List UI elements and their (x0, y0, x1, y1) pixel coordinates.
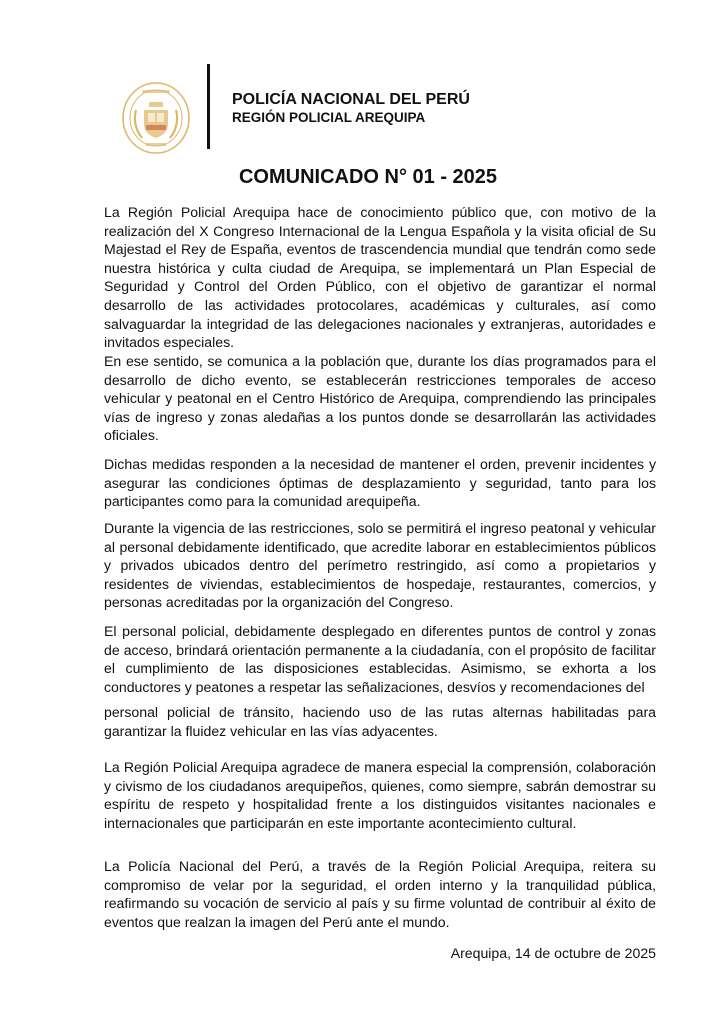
police-crest-icon (120, 80, 192, 156)
paragraph-8: La Policía Nacional del Perú, a través de la Región Policial Arequipa, reitera su compromiso de velar por la seguridad, el orden interno y la tranquilidad pública, reafirmando su vocación de servicio al país y su firme voluntad de contribuir al éxito de eventos que realzan la imagen del Perú ante el mundo. (104, 858, 656, 930)
document-title: COMUNICADO N° 01 - 2025 (238, 166, 498, 188)
paragraph-7: La Región Policial Arequipa agradece de manera especial la comprensión, colaboración y civismo de los ciudadanos arequipeños, quienes, como siempre, sabrán demostrar su espíritu de respeto y hospitalidad frente a los distinguidos visitantes nacionales e internacionales que participarán en este importante acontecimiento cultural. (104, 759, 656, 831)
paragraph-3: Dichas medidas responden a la necesidad de mantener el orden, prevenir incidentes y asegurar las condiciones óptimas de desplazamiento y seguridad, tanto para los participantes como para la comunidad arequipeña. (104, 456, 656, 510)
paragraph-6: personal policial de tránsito, haciendo uso de las rutas alternas habilitadas para garantizar la fluidez vehicular en las vías adyacentes. (104, 704, 656, 739)
paragraph-1: La Región Policial Arequipa hace de conocimiento público que, con motivo de la realización del X Congreso Internacional de la Lengua Española y la visita oficial de Su Majestad el Rey de España, eventos de trascendencia mundial que tendrán como sede nuestra histórica y culta ciudad de Arequipa, se implementará un Plan Especial de Seguridad y Control del Orden Público, con el objetivo de garantizar el normal desarrollo de las actividades protocolares, académicas y culturales, así como salvaguardar la integridad de las delegaciones nacionales y extranjeras, autoridades e invitados especiales. (104, 204, 656, 351)
organization-region: REGIÓN POLICIAL AREQUIPA (232, 110, 426, 125)
paragraph-5: El personal policial, debidamente desplegado en diferentes puntos de control y zonas de acceso, brindará orientación permanente a la ciudadanía, con el propósito de facilitar el cumplimiento de las disposiciones establecidas. Asimismo, se exhorta a los conductores y peatones a respetar las señalizaciones, desvíos y recomendaciones del (104, 623, 656, 695)
organization-header (232, 90, 470, 126)
organization-name: POLICÍA NACIONAL DEL PERÚ (232, 91, 470, 108)
paragraph-2: En ese sentido, se comunica a la población que, durante los días programados para el desarrollo de dicho evento, se establecerán restricciones temporales de acceso vehicular y peatonal en el Centro Histórico de Arequipa, comprendiendo las principales vías de ingreso y zonas aledañas a los puntos donde se desarrollarán las actividades oficiales. (104, 353, 656, 444)
header-divider (207, 64, 210, 149)
paragraph-4: Durante la vigencia de las restricciones, solo se permitirá el ingreso peatonal y vehicular al personal debidamente identificado, que acredite laborar en establecimientos públicos y privados ubicados dentro del perímetro restringido, así como a propietarios y residentes de viviendas, establecimientos de hospedaje, restaurantes, comercios, y personas acreditadas por la organización del Congreso. (104, 520, 656, 611)
date-line: Arequipa, 14 de octubre de 2025 (450, 945, 656, 961)
